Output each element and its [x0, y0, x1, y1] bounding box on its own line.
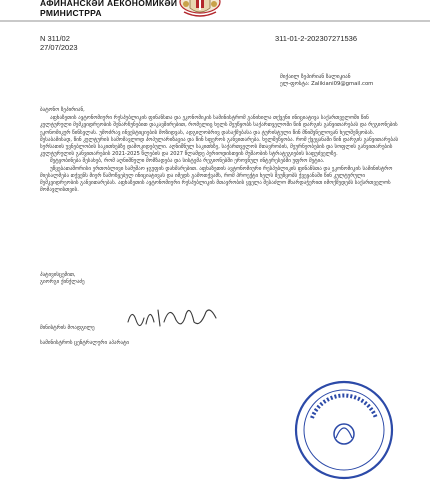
registration-number: 311-01-2-202307271536	[275, 34, 358, 43]
closing-line: პატივისცემით,	[40, 272, 76, 278]
paragraph-2: შეტყობინება შესახებ, რომ აღნიშნული მომზადება და სისტემა რეგიონებში ეროვნულ ინტერესებში უფრო მეტია.	[50, 158, 325, 165]
paragraph-1: აფხაზეთის ავტონომიური რესპუბლიკის ფინანსთა და ეკონომიკის სამინისტრომ განიხილა თქვენი ინიციატივა საქართველოში წინ კულტურული მემკვიდრეობის შენარჩუნებით დაკავშირებით, რომელიც ხელს შეუწყობს საქართველოში წინ დარგის განვითარებას და რეგიონების ეკონომიკურ წინსვლას. უმოძრავ ინვესტიციების მოზიდვას, ადგილობრივ დასაქმებასა და ტურისტული წინ მნიშვნელოვან ხელშეწყობას. შესაბამისად, წინ კულტურის სამომავლოდ პოპულარიზაცია და წინ სფეროს განვითარება. ხელშეწყობა. რომ ქვეყანაში წინ დარგის განვითარებას სურსათის უვნებლობის საკითხებზე დამოკიდებული. აღნიშნულ საკითხზე, საქართველოს მთავრობის, მეურნეობების და სოფლის განვითარების კულტურულის განვითარების 2021-2025 წლების და 2027 წლამდე პერიოდისთვის მუშაობის სტრატეგიების საფუძველზე.	[40, 115, 399, 158]
official-round-stamp-icon	[292, 378, 396, 482]
recipient-name: მიქაილ ზეპირიან ზალიკიან	[280, 74, 351, 80]
recipient-email: ელ-ფოსტა: Zalikiani09@gmail.com	[280, 81, 374, 88]
document-date: 27/07/2023	[40, 43, 78, 52]
closing-block	[40, 272, 240, 286]
ministry-name	[40, 0, 177, 18]
signer-title: მინისტრის მოადგილე	[40, 325, 95, 331]
letterhead	[0, 0, 430, 20]
paragraph-3: უწყებათაშორისი ერთობლივი სამუშაო ჯგუფის დახმარებით. აფხაზეთის ავტონომიური რესპუბლიკის ფინანსთა და ეკონომიკის სამინისტრო მიესალმება თქვენს მიერ წამოწყებულ ინიციატივას და იმედს გამოთქვამს, რომ პროექტი ხელს შეუწყობს ქვეყანაში წინ კულტურული მემკვიდრეობის განვითარებას. აფხაზეთის ავტონომიური რესპუბლიკის მთავრობის ყველა შესაძლო მხარდაჭერით იმოქმედებს საქართველოს მომავლისთვის.	[40, 165, 393, 194]
ministry-name-line1: АФИНАНСКӘИ АЕКОНОМИКӘИ	[40, 0, 178, 8]
document-number: N 311/02	[40, 34, 70, 43]
signer-title-block	[40, 325, 240, 347]
recipient-block	[280, 74, 410, 88]
letter-body	[40, 107, 400, 194]
salutation: ბატონო ზეპირიან,	[40, 107, 85, 113]
signer-short-name: გიორგი ქინქლაძე	[40, 279, 85, 286]
signer-department: სამინისტროს ცენტრალური აპარატი	[40, 340, 130, 347]
coat-of-arms-icon	[176, 0, 224, 18]
header-divider	[0, 20, 430, 22]
ministry-name-line2: РМИНИСТРРА	[40, 8, 102, 18]
